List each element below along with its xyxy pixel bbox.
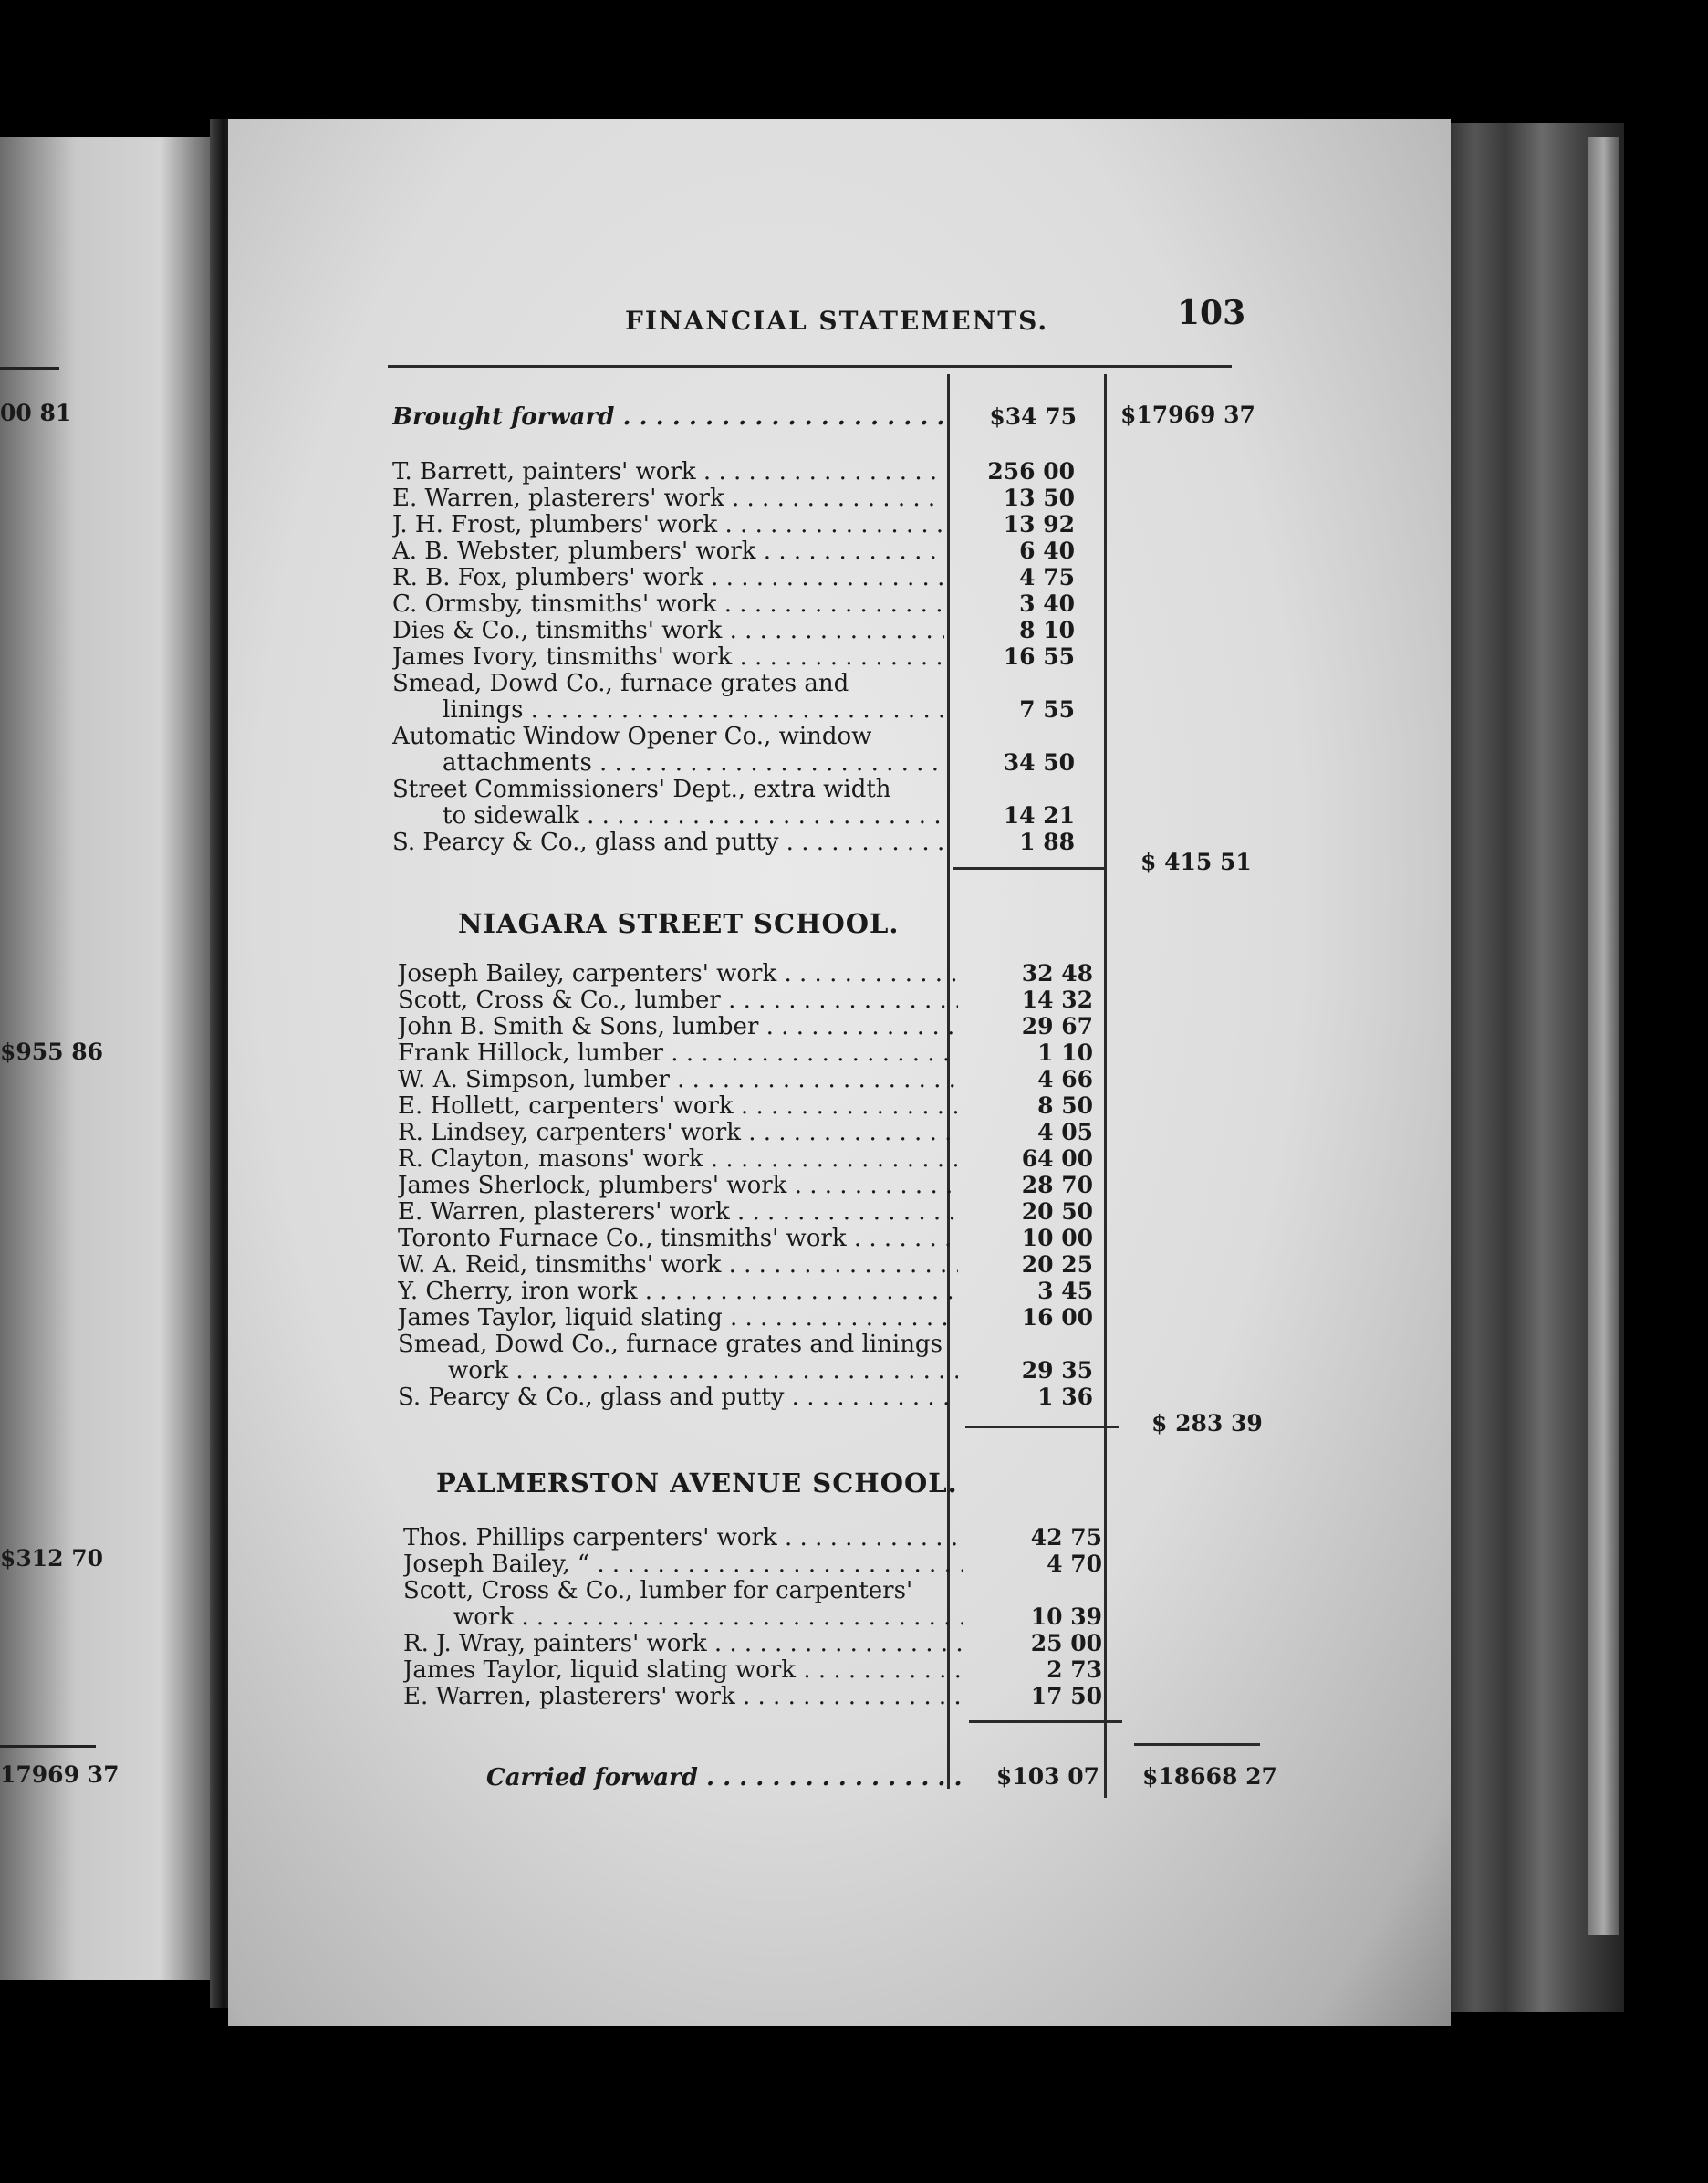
ledger-row <box>392 670 944 697</box>
section-title-palmerston: PALMERSTON AVENUE SCHOOL. <box>436 1468 958 1499</box>
ledger-row-amount: 3 45 <box>1037 1278 1093 1304</box>
ledger-row-label: Smead, Dowd Co., furnace grates and <box>392 670 849 697</box>
left-page-number: 00 81 <box>0 400 72 426</box>
ledger-row <box>398 1039 958 1067</box>
ledger-row <box>392 538 944 565</box>
ledger-row-label: Joseph Bailey, “ . . . <box>403 1551 963 1578</box>
ledger-row-label: attachments . . . <box>443 749 944 777</box>
ledger-row <box>398 1198 958 1226</box>
ledger-row-label: Thos. Phillips carpenters' work . . . <box>403 1524 963 1551</box>
ledger-row-label: A. B. Webster, plumbers' work . . . <box>392 538 944 565</box>
ledger-row-label: Frank Hillock, lumber . . . <box>398 1039 958 1067</box>
ledger-row-amount: 13 50 <box>1003 485 1075 511</box>
ledger-row-label: work . . . <box>448 1357 958 1384</box>
ledger-row-amount: 29 67 <box>1021 1013 1093 1039</box>
carried-forward-total: $18668 27 <box>1142 1763 1277 1790</box>
ledger-row-amount: 8 10 <box>1019 617 1075 643</box>
ledger-row-amount: 7 55 <box>1019 696 1075 723</box>
ledger-row-amount: 4 70 <box>1047 1551 1102 1577</box>
ledger-row-label: E. Warren, plasterers' work . . . <box>398 1198 958 1226</box>
ledger-row <box>398 1013 958 1040</box>
ledger-row <box>398 1384 958 1411</box>
ledger-row-amount: 20 50 <box>1021 1198 1093 1225</box>
ledger-row <box>403 1630 963 1657</box>
brought-forward-row <box>392 403 947 431</box>
ledger-row <box>443 749 944 777</box>
ledger-row-amount: 1 88 <box>1019 829 1075 855</box>
ledger-row <box>392 590 944 618</box>
niagara-total: $ 283 39 <box>1151 1410 1263 1436</box>
ledger-row <box>398 987 958 1014</box>
subtotal-rule <box>953 867 1107 870</box>
ledger-row-label: James Ivory, tinsmiths' work . . . <box>392 643 944 671</box>
ledger-row-amount: 6 40 <box>1019 538 1075 564</box>
ledger-row-label: R. B. Fox, plumbers' work . . . <box>392 564 944 591</box>
ledger-row-label: John B. Smith & Sons, lumber . . . <box>398 1013 958 1040</box>
ledger-row <box>403 1551 963 1578</box>
ledger-row <box>398 1251 958 1279</box>
carried-forward-row <box>486 1764 961 1791</box>
ledger-row-amount: 34 50 <box>1003 749 1075 776</box>
brought-forward-label: Brought forward . . . <box>392 403 947 431</box>
carried-forward-label: Carried forward . . . <box>486 1764 961 1791</box>
ledger-row <box>392 829 944 856</box>
ledger-row-label: E. Warren, plasterers' work . . . <box>403 1683 963 1710</box>
page-number: 103 <box>1177 294 1246 332</box>
ledger-row-amount: 64 00 <box>1021 1145 1093 1172</box>
ledger-row-amount: 10 39 <box>1030 1603 1102 1630</box>
ledger-row-label: W. A. Reid, tinsmiths' work . . . <box>398 1251 958 1279</box>
ledger-row-amount: 28 70 <box>1021 1172 1093 1198</box>
ledger-row <box>398 1172 958 1199</box>
ledger-row-label: linings . . . <box>443 696 944 724</box>
ledger-row-amount: 13 92 <box>1003 511 1075 538</box>
ledger-row <box>392 485 944 512</box>
column-divider <box>1104 374 1107 1798</box>
ledger-row-label: W. A. Simpson, lumber . . . <box>398 1066 958 1093</box>
ledger-row <box>398 1066 958 1093</box>
group1-total: $ 415 51 <box>1140 849 1252 875</box>
ledger-row-amount: 1 36 <box>1037 1384 1093 1410</box>
ledger-row-amount: 4 75 <box>1019 564 1075 590</box>
ledger-row <box>398 1225 958 1252</box>
ledger-row-label: R. J. Wray, painters' work . . . <box>403 1630 963 1657</box>
ledger-row <box>392 723 944 750</box>
ledger-row-label: J. H. Frost, plumbers' work . . . <box>392 511 944 538</box>
header-rule <box>388 365 1232 368</box>
ledger-row-amount: 4 05 <box>1037 1119 1093 1145</box>
subtotal-rule <box>965 1426 1119 1428</box>
ledger-row-label: S. Pearcy & Co., glass and putty . . . <box>398 1384 958 1411</box>
brought-forward-subtotal: $34 75 <box>989 403 1077 430</box>
ledger-row <box>392 511 944 538</box>
ledger-row-amount: 16 55 <box>1003 643 1075 670</box>
ledger-row-amount: 2 73 <box>1047 1656 1102 1683</box>
ledger-row-amount: 1 10 <box>1037 1039 1093 1066</box>
ledger-row-amount: 42 75 <box>1030 1524 1102 1551</box>
ledger-row <box>403 1656 963 1684</box>
ledger-row-label: R. Clayton, masons' work . . . <box>398 1145 958 1173</box>
ledger-row-label: James Taylor, liquid slating . . . <box>398 1304 958 1332</box>
ledger-row-amount: 256 00 <box>987 458 1075 485</box>
ledger-row-label: Toronto Furnace Co., tinsmiths' work . . . <box>398 1225 958 1252</box>
ledger-row-label: Joseph Bailey, carpenters' work . . . <box>398 960 958 987</box>
ledger-row <box>403 1577 963 1604</box>
ledger-row <box>403 1524 963 1551</box>
ledger-row-label: S. Pearcy & Co., glass and putty . . . <box>392 829 944 856</box>
ledger-row-label: to sidewalk . . . <box>443 802 944 830</box>
ledger-row <box>403 1683 963 1710</box>
ledger-row-label: Automatic Window Opener Co., window <box>392 723 872 750</box>
ledger-row <box>398 1092 958 1120</box>
ledger-row-amount: 14 21 <box>1003 802 1075 829</box>
ledger-row-amount: 3 40 <box>1019 590 1075 617</box>
ledger-row-amount: 8 50 <box>1037 1092 1093 1119</box>
ledger-row-label: Scott, Cross & Co., lumber for carpenters' <box>403 1577 913 1604</box>
ledger-row-label: work . . . <box>453 1603 963 1631</box>
total-rule <box>1134 1743 1260 1746</box>
ledger-row-amount: 32 48 <box>1021 960 1093 987</box>
ledger-row-label: E. Hollett, carpenters' work . . . <box>398 1092 958 1120</box>
ledger-row <box>398 1145 958 1173</box>
ledger-row-amount: 20 25 <box>1021 1251 1093 1278</box>
page-header: FINANCIAL STATEMENTS. <box>625 306 1049 336</box>
ledger-row-amount: 16 00 <box>1021 1304 1093 1331</box>
ledger-row <box>443 696 944 724</box>
page-edges-highlight <box>1588 137 1619 1935</box>
ledger-row-label: Smead, Dowd Co., furnace grates and linings <box>398 1331 943 1358</box>
left-page-rule <box>0 367 59 370</box>
ledger-row-label: Dies & Co., tinsmiths' work . . . <box>392 617 944 644</box>
ledger-row <box>453 1603 963 1631</box>
ledger-row-amount: 10 00 <box>1021 1225 1093 1251</box>
ledger-row-label: R. Lindsey, carpenters' work . . . <box>398 1119 958 1146</box>
ledger-row <box>443 802 944 830</box>
ledger-row <box>392 564 944 591</box>
carried-forward-subtotal: $103 07 <box>995 1763 1099 1790</box>
ledger-row-label: Y. Cherry, iron work . . . <box>398 1278 958 1305</box>
ledger-row <box>398 1278 958 1305</box>
ledger-row-amount: 17 50 <box>1030 1683 1102 1709</box>
section-title-niagara: NIAGARA STREET SCHOOL. <box>458 908 900 939</box>
ledger-row <box>392 617 944 644</box>
ledger-row-label: T. Barrett, painters' work . . . <box>392 458 944 486</box>
subtotal-rule <box>969 1720 1122 1723</box>
left-page-number: $312 70 <box>0 1545 104 1572</box>
left-page-number: 17969 37 <box>0 1761 120 1788</box>
ledger-row <box>392 776 944 803</box>
ledger-row <box>398 1331 958 1358</box>
ledger-row-label: Street Commissioners' Dept., extra width <box>392 776 891 803</box>
ledger-row-label: C. Ormsby, tinsmiths' work . . . <box>392 590 944 618</box>
ledger-row-amount: 14 32 <box>1021 987 1093 1013</box>
ledger-row <box>392 643 944 671</box>
ledger-row-amount: 25 00 <box>1030 1630 1102 1656</box>
ledger-row-label: James Sherlock, plumbers' work . . . <box>398 1172 958 1199</box>
ledger-row <box>398 960 958 987</box>
ledger-row-label: James Taylor, liquid slating work . . . <box>403 1656 963 1684</box>
ledger-row <box>448 1357 958 1384</box>
ledger-row-label: Scott, Cross & Co., lumber . . . <box>398 987 958 1014</box>
ledger-row <box>398 1304 958 1332</box>
ledger-row <box>392 458 944 486</box>
ledger-row <box>398 1119 958 1146</box>
brought-forward-total: $17969 37 <box>1120 402 1255 428</box>
ledger-row-label: E. Warren, plasterers' work . . . <box>392 485 944 512</box>
left-page-rule <box>0 1745 96 1748</box>
ledger-row-amount: 4 66 <box>1037 1066 1093 1092</box>
left-page-number: $955 86 <box>0 1039 104 1065</box>
ledger-row-amount: 29 35 <box>1021 1357 1093 1384</box>
